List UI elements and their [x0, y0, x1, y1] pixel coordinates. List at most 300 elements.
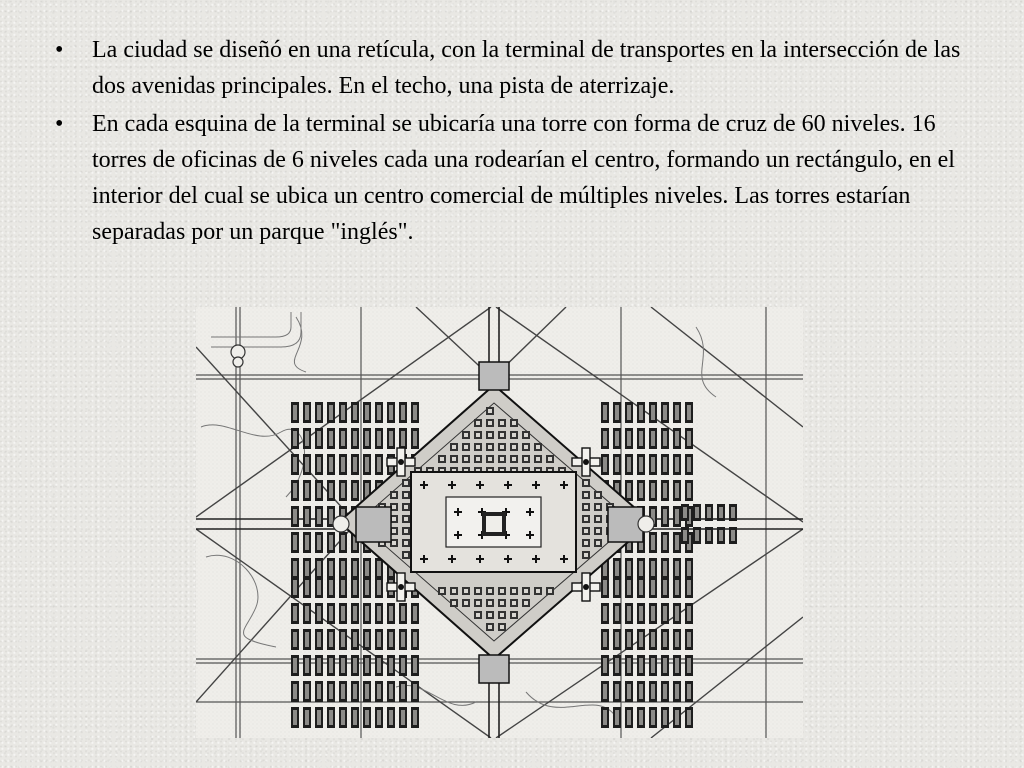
block-window [651, 561, 655, 576]
building-court [404, 529, 408, 533]
block-window [695, 530, 699, 541]
block-window [663, 658, 667, 673]
block-window [305, 632, 309, 647]
building-court [536, 589, 540, 593]
block-window [365, 632, 369, 647]
city-plan-image [196, 307, 803, 738]
block-window [675, 710, 679, 725]
building-court [524, 457, 528, 461]
building-court [476, 601, 480, 605]
building-court [404, 553, 408, 557]
block-window [603, 457, 607, 472]
block-window [305, 561, 309, 576]
building-court [584, 481, 588, 485]
building-court [500, 445, 504, 449]
tower-core [398, 459, 404, 465]
building-court [596, 529, 600, 533]
block-window [639, 483, 643, 498]
building-court [488, 409, 492, 413]
block-window [639, 710, 643, 725]
block-window [389, 431, 393, 446]
block-window [293, 684, 297, 699]
block-window [603, 580, 607, 595]
block-window [687, 561, 691, 576]
block-window [615, 561, 619, 576]
block-window [305, 405, 309, 420]
building-court [584, 553, 588, 557]
block-window [329, 483, 333, 498]
building-court [500, 433, 504, 437]
block-window [329, 632, 333, 647]
block-window [365, 658, 369, 673]
building-court [452, 445, 456, 449]
block-window [675, 580, 679, 595]
block-window [389, 658, 393, 673]
building-court [392, 541, 396, 545]
building-court [512, 445, 516, 449]
block-window [329, 509, 333, 524]
block-window [305, 658, 309, 673]
block-window [329, 431, 333, 446]
block-window [317, 658, 321, 673]
block-window [687, 684, 691, 699]
block-window [377, 580, 381, 595]
block-window [603, 710, 607, 725]
block-window [687, 658, 691, 673]
block-window [293, 710, 297, 725]
building-court [488, 613, 492, 617]
block-window [603, 405, 607, 420]
block-window [651, 431, 655, 446]
block-window [377, 431, 381, 446]
block-window [365, 405, 369, 420]
block-window [341, 606, 345, 621]
block-window [365, 684, 369, 699]
building-court [488, 457, 492, 461]
block-window [687, 483, 691, 498]
block-window [377, 405, 381, 420]
block-window [663, 483, 667, 498]
building-court [392, 493, 396, 497]
block-window [401, 431, 405, 446]
building-court [596, 493, 600, 497]
block-window [389, 632, 393, 647]
block-window [695, 507, 699, 518]
block-window [353, 606, 357, 621]
block-window [639, 431, 643, 446]
block-window [353, 561, 357, 576]
block-window [675, 684, 679, 699]
block-window [401, 606, 405, 621]
block-window [683, 530, 687, 541]
block-window [413, 684, 417, 699]
block-window [305, 606, 309, 621]
block-window [293, 632, 297, 647]
building-court [488, 589, 492, 593]
block-window [675, 457, 679, 472]
building-court [476, 457, 480, 461]
block-window [627, 580, 631, 595]
block-window [615, 632, 619, 647]
building-court [404, 505, 408, 509]
block-window [675, 606, 679, 621]
block-window [615, 710, 619, 725]
building-court [596, 505, 600, 509]
building-court [392, 517, 396, 521]
block-window [603, 658, 607, 673]
block-window [663, 457, 667, 472]
building-court [488, 421, 492, 425]
block-window [329, 457, 333, 472]
block-window [687, 710, 691, 725]
building-court [512, 613, 516, 617]
block-window [317, 684, 321, 699]
block-window [329, 684, 333, 699]
building-court [404, 517, 408, 521]
block-window [377, 457, 381, 472]
building-court [392, 505, 396, 509]
block-window [687, 606, 691, 621]
block-window [401, 710, 405, 725]
block-window [639, 405, 643, 420]
block-window [413, 405, 417, 420]
block-window [329, 710, 333, 725]
block-window [627, 431, 631, 446]
bullet-marker: • [55, 37, 64, 63]
block-window [353, 684, 357, 699]
building-court [596, 541, 600, 545]
building-court [500, 613, 504, 617]
building-court [500, 601, 504, 605]
block-window [317, 509, 321, 524]
block-window [639, 580, 643, 595]
block-window [731, 530, 735, 541]
block-window [365, 580, 369, 595]
block-window [389, 710, 393, 725]
building-court [440, 457, 444, 461]
building-court [464, 433, 468, 437]
building-court [584, 529, 588, 533]
tower-core [583, 584, 589, 590]
building-court [488, 433, 492, 437]
block-window [365, 561, 369, 576]
building-court [452, 457, 456, 461]
block-window [639, 457, 643, 472]
block-window [329, 405, 333, 420]
building-court [584, 541, 588, 545]
block-window [317, 535, 321, 550]
block-window [651, 632, 655, 647]
block-window [603, 632, 607, 647]
building-court [476, 613, 480, 617]
block-window [651, 405, 655, 420]
building-court [512, 589, 516, 593]
block-window [401, 405, 405, 420]
block-window [663, 580, 667, 595]
block-window [401, 632, 405, 647]
block-window [651, 580, 655, 595]
block-window [305, 509, 309, 524]
block-window [603, 684, 607, 699]
block-window [413, 606, 417, 621]
building-court [404, 481, 408, 485]
block-window [687, 580, 691, 595]
block-window [317, 561, 321, 576]
building-court [548, 457, 552, 461]
block-window [317, 580, 321, 595]
block-window [627, 483, 631, 498]
block-window [413, 632, 417, 647]
block-window [293, 658, 297, 673]
block-window [365, 457, 369, 472]
block-window [341, 431, 345, 446]
building-court [488, 445, 492, 449]
bullet-item-1 [52, 32, 972, 104]
block-window [663, 509, 667, 524]
block-window [627, 561, 631, 576]
building-court [500, 457, 504, 461]
block-window [651, 684, 655, 699]
building-court [488, 601, 492, 605]
block-window [329, 580, 333, 595]
block-window [731, 507, 735, 518]
block-window [639, 658, 643, 673]
block-window [365, 431, 369, 446]
block-window [675, 535, 679, 550]
building-court [536, 445, 540, 449]
block-window [389, 606, 393, 621]
block-window [317, 483, 321, 498]
block-window [341, 561, 345, 576]
block-window [305, 710, 309, 725]
block-window [675, 483, 679, 498]
block-window [615, 431, 619, 446]
block-window [687, 632, 691, 647]
block-window [341, 405, 345, 420]
block-window [341, 632, 345, 647]
block-window [707, 530, 711, 541]
block-window [615, 405, 619, 420]
building-court [524, 589, 528, 593]
block-window [627, 606, 631, 621]
block-window [603, 606, 607, 621]
building-court [476, 433, 480, 437]
block-window [317, 431, 321, 446]
block-window [317, 710, 321, 725]
block-window [651, 710, 655, 725]
block-window [639, 561, 643, 576]
block-window [675, 405, 679, 420]
block-window [293, 606, 297, 621]
building-court [584, 517, 588, 521]
block-window [341, 457, 345, 472]
block-window [627, 710, 631, 725]
building-court [500, 625, 504, 629]
block-window [639, 684, 643, 699]
block-window [615, 580, 619, 595]
block-window [663, 606, 667, 621]
block-window [413, 658, 417, 673]
block-window [341, 658, 345, 673]
building-court [512, 457, 516, 461]
block-window [663, 535, 667, 550]
block-window [305, 457, 309, 472]
block-window [401, 684, 405, 699]
block-window [353, 431, 357, 446]
building-court [464, 445, 468, 449]
block-window [305, 431, 309, 446]
block-window [651, 658, 655, 673]
block-window [341, 684, 345, 699]
block-window [317, 405, 321, 420]
building-court [476, 589, 480, 593]
building-court [500, 421, 504, 425]
block-window [353, 405, 357, 420]
block-window [293, 483, 297, 498]
block-window [663, 561, 667, 576]
block-window [341, 483, 345, 498]
building-court [536, 457, 540, 461]
tower-core [398, 584, 404, 590]
block-window [305, 580, 309, 595]
city-plan-drawing [196, 307, 803, 738]
block-window [639, 632, 643, 647]
block-window [651, 483, 655, 498]
block-window [293, 535, 297, 550]
building-court [548, 589, 552, 593]
block-window [651, 535, 655, 550]
block-window [675, 658, 679, 673]
block-window [329, 561, 333, 576]
building-court [440, 589, 444, 593]
block-window [651, 606, 655, 621]
block-window [615, 658, 619, 673]
block-window [663, 431, 667, 446]
building-court [404, 541, 408, 545]
building-court [452, 601, 456, 605]
block-window [413, 710, 417, 725]
building-court [584, 493, 588, 497]
block-window [707, 507, 711, 518]
block-window [305, 684, 309, 699]
building-court [464, 589, 468, 593]
block-window [615, 457, 619, 472]
block-window [627, 658, 631, 673]
block-window [389, 405, 393, 420]
block-window [389, 684, 393, 699]
block-window [663, 405, 667, 420]
building-court [476, 421, 480, 425]
block-window [353, 483, 357, 498]
bullet-item-2 [52, 106, 972, 250]
block-window [675, 431, 679, 446]
tower-core [583, 459, 589, 465]
bullet-text: En cada esquina de la terminal se ubicaría una torre con forma de cruz de 60 niveles. 16 torres de oficinas de 6 niveles cada una rodearían el centro, formando un rectángulo, en el interior del cual se ubica un centro comercial de múltiples niveles. Las torres estarían separadas por un parque "inglés". [92, 111, 955, 245]
block-window [377, 710, 381, 725]
block-window [719, 507, 723, 518]
block-window [329, 606, 333, 621]
block-window [627, 457, 631, 472]
building-court [452, 589, 456, 593]
block-window [353, 710, 357, 725]
block-window [675, 632, 679, 647]
building-court [524, 445, 528, 449]
block-window [293, 457, 297, 472]
block-window [675, 561, 679, 576]
block-window [305, 535, 309, 550]
block-window [293, 431, 297, 446]
block-window [377, 606, 381, 621]
block-window [687, 405, 691, 420]
bullet-text: La ciudad se diseñó en una retícula, con la terminal de transportes en la intersección de las dos avenidas principales. En el techo, una pista de aterrizaje. [92, 37, 961, 99]
block-window [293, 509, 297, 524]
block-window [401, 658, 405, 673]
block-window [687, 431, 691, 446]
block-window [413, 431, 417, 446]
block-window [317, 457, 321, 472]
building-court [524, 601, 528, 605]
block-window [329, 658, 333, 673]
block-window [365, 710, 369, 725]
block-window [615, 606, 619, 621]
block-window [687, 457, 691, 472]
block-window [377, 561, 381, 576]
bullet-list [52, 32, 972, 252]
building-court [476, 445, 480, 449]
block-window [663, 632, 667, 647]
building-court [500, 589, 504, 593]
block-window [353, 580, 357, 595]
block-window [603, 431, 607, 446]
building-court [596, 517, 600, 521]
building-court [392, 529, 396, 533]
block-window [305, 483, 309, 498]
block-window [651, 457, 655, 472]
building-court [464, 457, 468, 461]
block-window [341, 710, 345, 725]
building-court [524, 433, 528, 437]
block-window [317, 632, 321, 647]
bullet-marker: • [55, 111, 64, 137]
block-window [353, 457, 357, 472]
building-court [512, 421, 516, 425]
building-court [464, 601, 468, 605]
block-window [377, 658, 381, 673]
block-window [675, 509, 679, 524]
block-window [365, 606, 369, 621]
block-window [719, 530, 723, 541]
block-window [293, 580, 297, 595]
building-court [512, 433, 516, 437]
building-court [512, 601, 516, 605]
block-window [341, 535, 345, 550]
block-window [317, 606, 321, 621]
building-court [404, 493, 408, 497]
block-window [663, 684, 667, 699]
building-court [584, 505, 588, 509]
block-window [293, 405, 297, 420]
block-window [353, 632, 357, 647]
block-window [341, 580, 345, 595]
block-window [329, 535, 333, 550]
block-window [663, 710, 667, 725]
block-window [627, 684, 631, 699]
block-window [627, 632, 631, 647]
block-window [377, 684, 381, 699]
block-window [639, 606, 643, 621]
block-window [615, 684, 619, 699]
block-window [353, 658, 357, 673]
